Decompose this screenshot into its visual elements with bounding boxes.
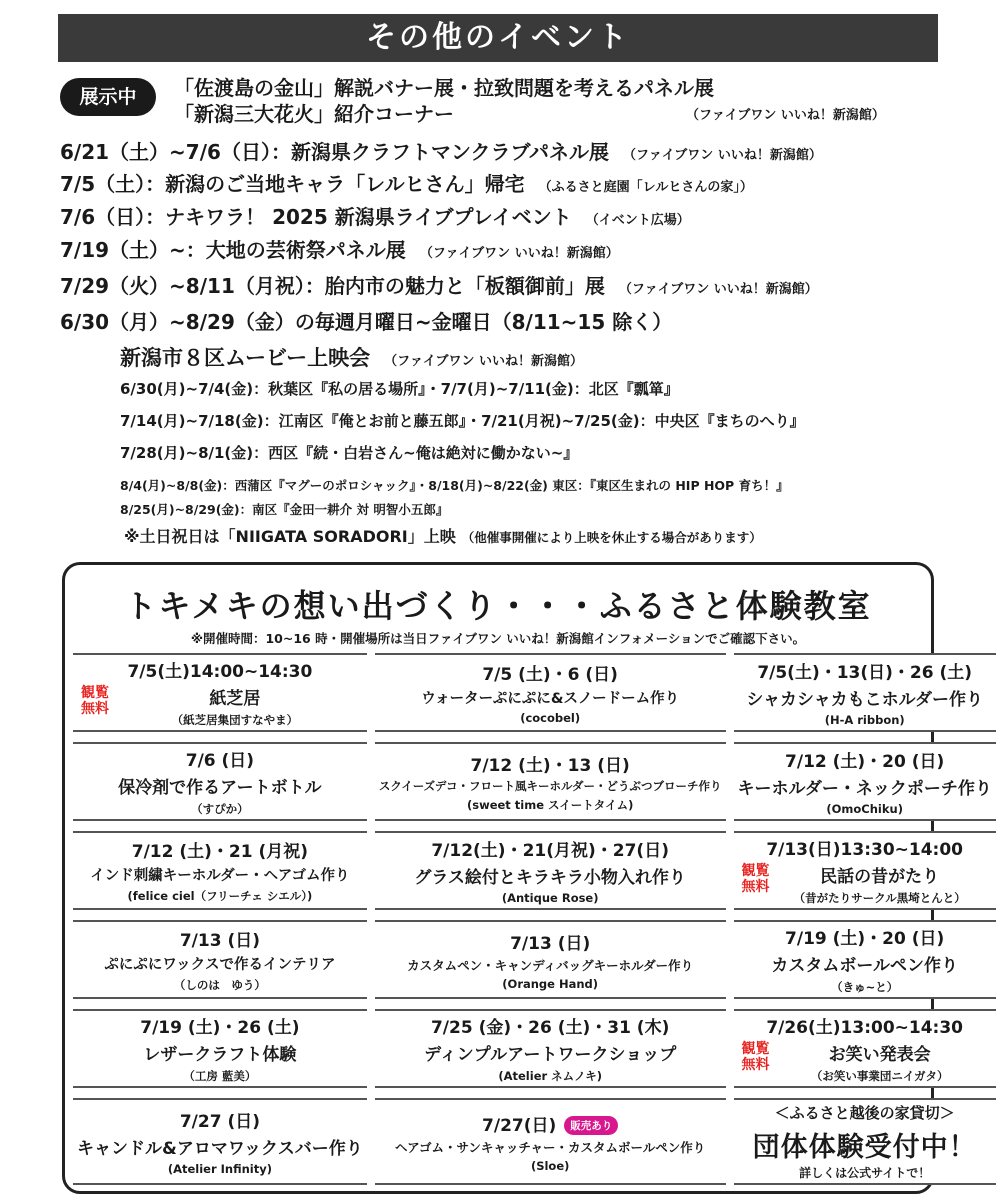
class-cell — [73, 742, 367, 821]
class-cell — [734, 653, 996, 732]
event-text: 6/21（土）~7/6（日）：新潟県クラフトマンクラブパネル展 — [60, 140, 609, 164]
class-name: スクイーズデコ・フロート風キーホルダー・どうぶつブローチ作り — [378, 778, 722, 793]
class-organizer: (cocobel) — [520, 711, 581, 725]
movie-schedule-line: 7/28(月)~8/1(金)：西区『続・白岩さん~俺は絶対に働かない~』 — [120, 444, 579, 462]
event-text: 7/19（土）~：大地の芸術祭パネル展 — [60, 238, 406, 262]
class-name: 紙芝居 — [209, 689, 261, 709]
class-name: ディンプルアートワークショップ — [424, 1045, 677, 1065]
class-name: カスタムペン・キャンディバッグキーホルダー作り — [407, 957, 694, 973]
event-location: （ふるさと庭園「レルヒさんの家」） — [538, 180, 753, 195]
class-cell — [734, 831, 996, 910]
class-date: 7/12 (土)・21 (月祝) — [131, 842, 309, 862]
class-section — [62, 562, 992, 1194]
class-cell — [73, 831, 367, 910]
class-date: 7/12 (土)・20 (日) — [785, 752, 945, 772]
event-item — [60, 234, 619, 263]
class-cell — [734, 742, 996, 821]
class-cell — [73, 653, 367, 732]
exhibit-line-1: 「佐渡島の金山」解説バナー展・拉致問題を考えるパネル展 — [174, 76, 714, 100]
class-date: 7/13(日)13:30~14:00 — [766, 840, 964, 860]
event-location: （ファイブワン いいね！新潟館） — [618, 282, 818, 297]
event-item — [60, 270, 818, 299]
class-date: 7/13 (日) — [179, 931, 260, 951]
class-cell — [73, 1098, 367, 1185]
class-organizer: （しのは ゆう） — [173, 978, 266, 992]
event-text: 7/6（日）：ナキワラ！ 2025 新潟県ライブプレイベント — [60, 205, 572, 229]
class-date: 7/5(土)・13(日)・26 (土) — [757, 663, 973, 683]
free-badge: 観覧無料 — [741, 863, 770, 895]
movie-note-sub: （他催事開催により上映を休止する場合があります） — [461, 530, 762, 545]
class-cell — [734, 1009, 996, 1088]
section-title: その他のイベント — [58, 14, 938, 62]
free-badge: 観覧無料 — [741, 1041, 770, 1073]
class-name: シャカシャカもこホルダー作り — [746, 690, 983, 710]
class-organizer: (H-A ribbon) — [824, 713, 905, 727]
class-date: 7/26(土)13:00~14:30 — [766, 1018, 964, 1038]
group-booking-cell — [734, 1098, 996, 1185]
class-date: 7/12(土)・21(月祝)・27(日) — [431, 841, 669, 861]
class-name: キャンドル&アロマワックスバー作り — [77, 1139, 363, 1159]
class-title: トキメキの想い出づくり・・・ふるさと体験教室 — [124, 587, 872, 625]
group-booking-heading: ＜ふるさと越後の家貸切＞ — [774, 1104, 955, 1122]
class-date: 7/27 (日) — [179, 1112, 260, 1132]
event-item — [60, 168, 753, 197]
group-booking-link-text: 詳しくは公式サイトで！ — [799, 1166, 931, 1180]
class-organizer: （昔がたりサークル黒埼とんと） — [793, 891, 966, 905]
class-cell — [73, 1009, 367, 1088]
class-date: 7/19 (土)・26 (土) — [140, 1018, 300, 1038]
class-organizer: （工房 藍美） — [183, 1069, 257, 1083]
movie-title — [120, 342, 583, 372]
movie-schedule-line: 6/30(月)~7/4(金)：秋葉区『私の居る場所』・7/7(月)~7/11(金)：北区『瓢箪』 — [120, 380, 679, 398]
class-organizer: (felice ciel（フリーチェ シエル）) — [127, 889, 313, 903]
class-organizer: (Antique Rose) — [501, 891, 599, 905]
class-name: レザークラフト体験 — [143, 1045, 297, 1065]
class-date: 7/25 (金)・26 (土)・31 (木) — [430, 1018, 670, 1038]
movie-schedule-line: 8/25(月)~8/29(金)：南区『金田一耕介 対 明智小五郎』 — [120, 502, 449, 517]
class-organizer: (OmoChiku) — [826, 802, 903, 816]
event-location: （ファイブワン いいね！新潟館） — [622, 148, 822, 163]
exhibit-location: （ファイブワン いいね！新潟館） — [686, 108, 885, 123]
movie-note-text: ※土日祝日は「NIIGATA SORADORI」上映 — [124, 527, 456, 546]
event-text: 7/5（土）：新潟のご当地キャラ「レルヒさん」帰宅 — [60, 172, 525, 196]
class-grid — [73, 653, 992, 1183]
exhibit-badge: 展示中 — [60, 78, 156, 116]
class-name: グラス絵付とキラキラ小物入れ作り — [414, 868, 686, 888]
class-name: お笑い発表会 — [828, 1045, 931, 1065]
event-location: （ファイブワン いいね！新潟館） — [419, 246, 619, 261]
movie-schedule-line: 7/14(月)~7/18(金)：江南区『俺とお前と藤五郎』・7/21(月祝)~7/25(金)：中央区『まちのへり』 — [120, 412, 805, 430]
movie-note — [124, 524, 762, 547]
exhibit-line-2: 「新潟三大花火」紹介コーナー — [174, 102, 454, 126]
class-cell — [375, 653, 726, 732]
free-badge: 観覧無料 — [81, 685, 109, 717]
class-date: 7/5(土)14:00~14:30 — [127, 662, 313, 682]
class-name: ヘアゴム・サンキャッチャー・カスタムボールペン作り — [395, 1139, 706, 1155]
class-name: ウォーターぷにぷに&スノードーム作り — [421, 691, 680, 707]
class-name: ぷにぷにワックスで作るインテリア — [104, 957, 336, 973]
class-date: 7/6 (日) — [185, 751, 255, 771]
class-date: 7/19 (土)・20 (日) — [785, 929, 945, 949]
class-organizer: （お笑い事業団ニイガタ） — [810, 1069, 949, 1083]
class-date — [482, 1111, 618, 1136]
group-booking-main: 団体体験受付中！ — [752, 1132, 977, 1163]
class-note: ※開催時間：10~16 時・開催場所は当日ファイブワン いいね！新潟館インフォメーションでご確認下さい。 — [190, 631, 806, 646]
movie-location: （ファイブワン いいね！新潟館） — [384, 354, 583, 369]
class-cell — [375, 920, 726, 999]
class-name: インド刺繍キーホルダー・ヘアゴム作り — [90, 868, 350, 884]
event-item — [60, 201, 690, 230]
class-cell — [375, 831, 726, 910]
class-organizer: (Atelier Infinity) — [167, 1162, 272, 1176]
class-organizer: (Atelier ネムノキ) — [498, 1069, 602, 1083]
class-date: 7/13 (日) — [510, 933, 591, 954]
class-name: 保冷剤で作るアートボトル — [118, 778, 322, 798]
event-text: 7/29（火）~8/11（月祝）：胎内市の魅力と「板額御前」展 — [60, 274, 605, 298]
class-organizer: （すぴか） — [191, 802, 249, 816]
class-organizer: （紙芝居集団すなやま） — [171, 713, 299, 727]
class-organizer: (Sloe) — [530, 1158, 570, 1173]
class-date: 7/12 (土)・13 (日) — [470, 755, 630, 776]
movie-schedule-line: 8/4(月)~8/8(金)：西蒲区『マグーのポロシャック』・8/18(月)~8/22(金) 東区：『東区生まれの HIP HOP 育ち！』 — [120, 478, 789, 493]
class-cell — [734, 920, 996, 999]
class-cell — [375, 742, 726, 821]
class-cell — [73, 920, 367, 999]
class-name: キーホルダー・ネックポーチ作り — [737, 779, 992, 799]
sale-badge: 販売あり — [564, 1116, 618, 1135]
class-name: 民話の昔がたり — [820, 867, 940, 887]
class-cell — [375, 1009, 726, 1088]
class-cell — [375, 1098, 726, 1185]
class-organizer: (Orange Hand) — [502, 976, 599, 991]
event-item — [60, 136, 822, 165]
event-text: 6/30（月）~8/29（金）の毎週月曜日~金曜日（8/11~15 除く） — [60, 310, 673, 334]
class-date: 7/5 (土)・6 (日) — [482, 665, 618, 685]
event-item — [60, 306, 672, 335]
class-organizer: （きゅ~と） — [831, 980, 899, 994]
class-date-text: 7/27(日) — [482, 1115, 557, 1136]
movie-title-text: 新潟市８区ムービー上映会 — [120, 346, 371, 370]
class-organizer: (sweet time スイートタイム) — [466, 797, 634, 812]
class-name: カスタムボールペン作り — [771, 956, 959, 976]
event-location: （イベント広場） — [585, 213, 690, 228]
